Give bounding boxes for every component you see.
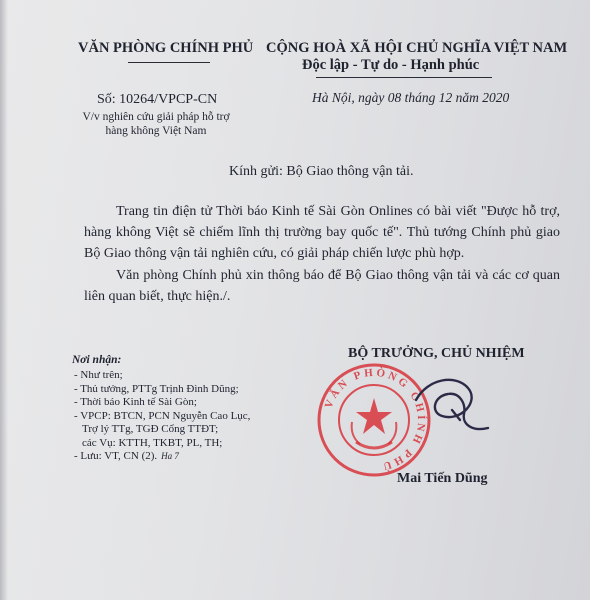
greeting-line: Kính gửi: Bộ Giao thông vận tải. — [229, 164, 414, 179]
document-subject: V/v nghiên cứu giải pháp hỗ trợ hàng không Việt Nam — [82, 111, 230, 137]
motto-underline — [316, 77, 492, 78]
recipients-list — [74, 369, 250, 464]
recipient-item: - Lưu: VT, CN (2). — [74, 450, 158, 462]
recipient-item: - Thời báo Kinh tế Sài Gòn; — [74, 396, 197, 408]
body-paragraph: Văn phòng Chính phủ xin thông báo để Bộ Giao thông vận tải và các cơ quan liên quan biết, thực hiện./. — [84, 268, 560, 304]
recipient-item: - Thủ tướng, PTTg Trịnh Đình Dũng; — [74, 382, 239, 395]
national-title: CỘNG HOÀ XÃ HỘI CHỦ NGHĨA VIỆT NAM — [266, 40, 568, 56]
recipient-item: - VPCP: BTCN, PCN Nguyễn Cao Lục, — [74, 409, 251, 422]
document-number: Số: 10264/VPCP-CN — [97, 92, 218, 107]
national-motto: Độc lập - Tự do - Hạnh phúc — [302, 57, 480, 73]
handwritten-note: Ha 7 — [161, 451, 179, 461]
page-edge-shadow — [0, 0, 8, 600]
recipients-title: Nơi nhận: — [72, 354, 122, 366]
recipient-item: Trợ lý TTg, TGĐ Cổng TTĐT; — [82, 423, 219, 435]
document-date: Hà Nội, ngày 08 tháng 12 năm 2020 — [312, 90, 510, 105]
handwritten-signature-icon — [408, 370, 498, 440]
recipient-item: các Vụ: KTTH, TKBT, PL, TH; — [82, 436, 223, 449]
agency-underline — [128, 62, 210, 63]
signer-name: Mai Tiến Dũng — [397, 471, 488, 486]
recipient-item-with-note — [74, 450, 250, 464]
body-paragraph: Trang tin điện tử Thời báo Kinh tế Sài Gòn Onlines có bài viết "Được hỗ trợ, hàng không Việt sẽ chiếm lĩnh thị trường bay quốc tế". Thủ tướng Chính phủ giao Bộ Giao thông vận tải nghiên cứu, có giải pháp chiến lược phù hợp. — [84, 204, 560, 261]
issuing-agency: VĂN PHÒNG CHÍNH PHỦ — [78, 40, 254, 56]
seal-text: VĂN PHÒNG CHÍNH PHỦ — [322, 366, 428, 473]
recipient-item: - Như trên; — [74, 369, 123, 381]
signer-title: BỘ TRƯỞNG, CHỦ NHIỆM — [348, 346, 525, 361]
